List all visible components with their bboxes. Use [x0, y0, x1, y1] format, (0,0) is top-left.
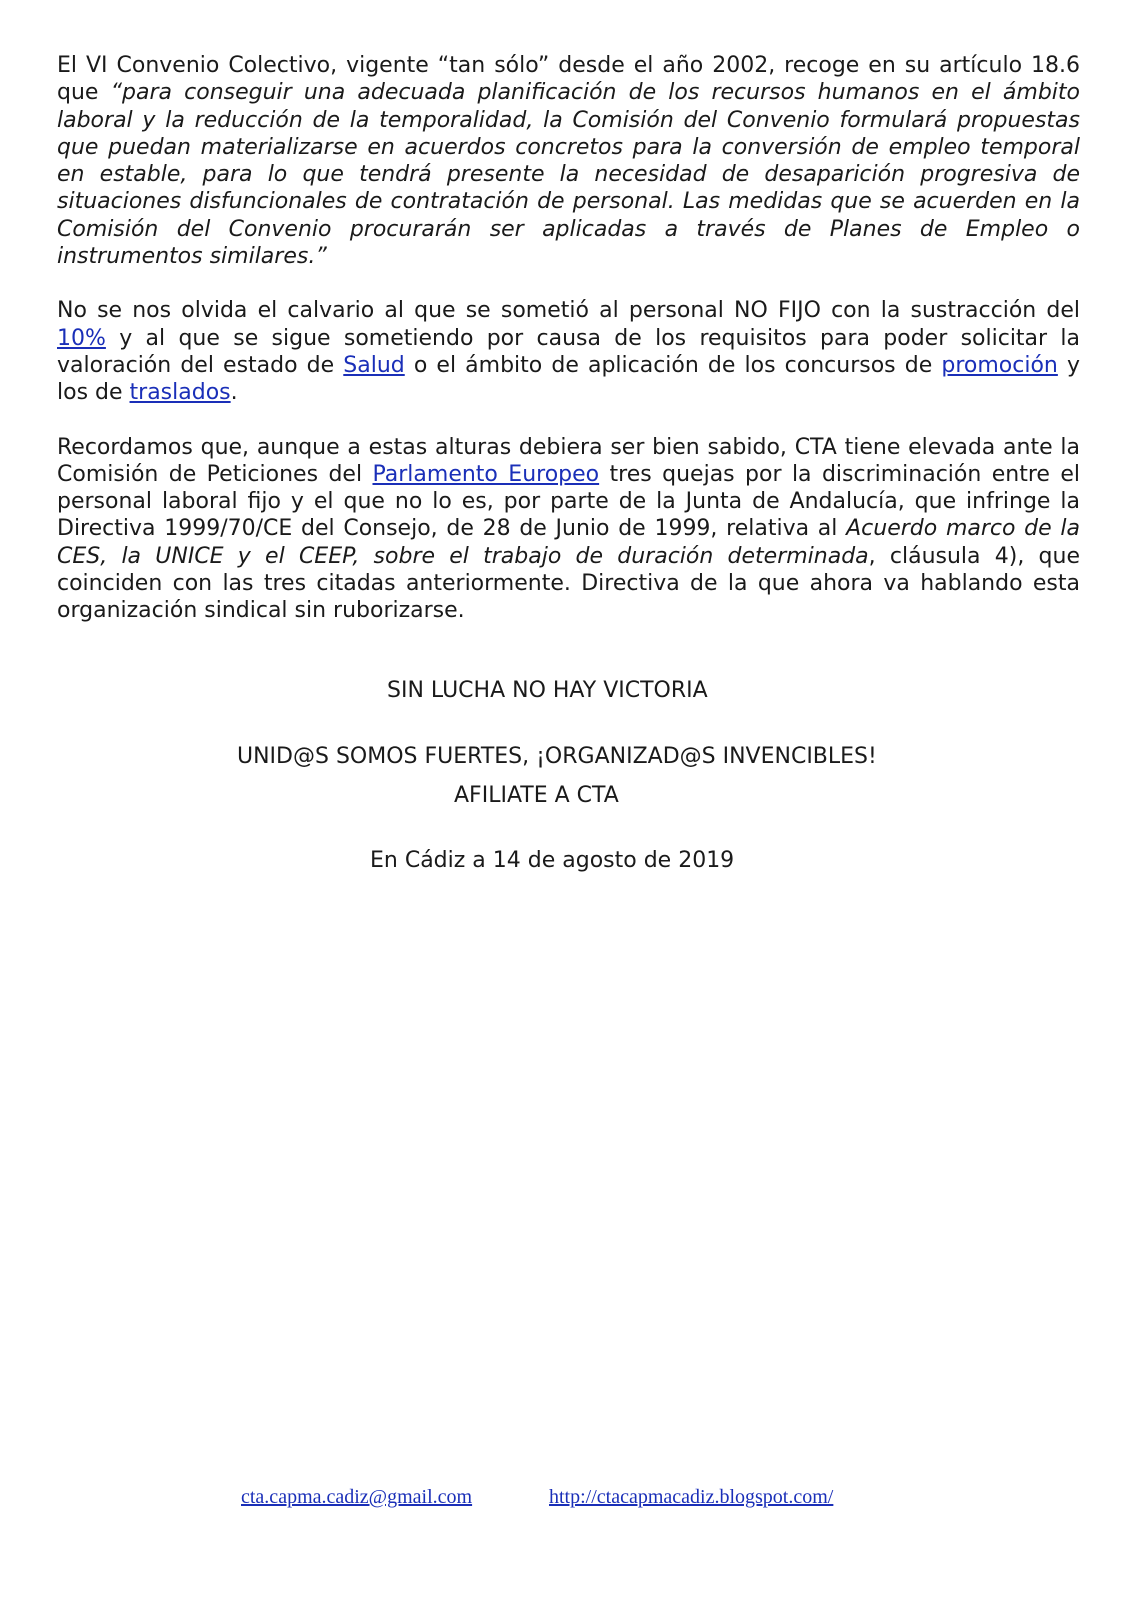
paragraph-text: o el ámbito de aplicación de los concursos de [404, 352, 942, 378]
paragraph-quejas [57, 434, 1080, 625]
article-quote: “para conseguir una adecuada planificación de los recursos humanos en el ámbito laboral y la reducción de la temporalidad, la Comisión del Convenio formulará propuestas que puedan materializarse en acuerdos concretos para la conversión de empleo temporal en estable, para lo que tendrá presente la necesidad de desaparición progresiva de situaciones disfuncionales de contratación de personal. Las medidas que se acuerden en la Comisión del Convenio procurarán ser aplicadas a través de Planes de Empleo o instrumentos similares.” [57, 80, 1081, 270]
slogan-sin-lucha: SIN LUCHA NO HAY VICTORIA [387, 678, 708, 703]
paragraph-text: , cláusula 4), que coinciden con las tres citadas anteriormente. Directiva de la que ahora va hablando esta organización sindical sin ruborizarse. [57, 543, 1081, 624]
link-promocion[interactable]: promoción [941, 352, 1058, 378]
link-traslados[interactable]: traslados [129, 380, 231, 406]
paragraph-convenio [57, 52, 1080, 270]
document-body [57, 52, 1080, 625]
document-date: En Cádiz a 14 de agosto de 2019 [370, 848, 735, 873]
link-10-percent[interactable]: 10% [57, 325, 106, 351]
paragraph-text: tres quejas por la discriminación entre el personal laboral fijo y el que no lo es, por parte de la Junta de Andalucía, que infringe la Directiva 1999/70/CE del Consejo, de 28 de Junio de 1999, relativa al [57, 461, 1080, 542]
paragraph-text: . [230, 380, 238, 406]
paragraph-text: y los de [57, 352, 1081, 406]
slogan-unidos: UNID@S SOMOS FUERTES, ¡ORGANIZAD@S INVENCIBLES! [237, 744, 877, 769]
paragraph-text: Recordamos que, aunque a estas alturas debiera ser bien sabido, CTA tiene elevada ante la Comisión de Peticiones del [57, 434, 1080, 487]
acuerdo-marco-title: Acuerdo marco de la CES, la UNICE y el CEEP, sobre el trabajo de duración determinada [57, 516, 1080, 569]
paragraph-text: No se nos olvida el calvario al que se sometió al personal NO FIJO con la sustracción del [57, 298, 1080, 324]
paragraph-convenio-intro: El VI Convenio Colectivo, vigente “tan sólo” desde el año 2002, recoge en su artículo 18.6 que [57, 53, 1080, 106]
link-parlamento-europeo[interactable]: Parlamento Europeo [372, 461, 600, 487]
slogan-afiliate: AFILIATE A CTA [454, 783, 619, 808]
footer-blog-link[interactable]: http://ctacapmacadiz.blogspot.com/ [549, 1486, 834, 1508]
link-salud[interactable]: Salud [343, 352, 405, 378]
paragraph-text: y al que se sigue sometiendo por causa de los requisitos para poder solicitar la valoración del estado de [57, 325, 1080, 378]
footer-email-link[interactable]: cta.capma.cadiz@gmail.com [241, 1486, 473, 1508]
paragraph-personal-no-fijo [57, 297, 1080, 406]
